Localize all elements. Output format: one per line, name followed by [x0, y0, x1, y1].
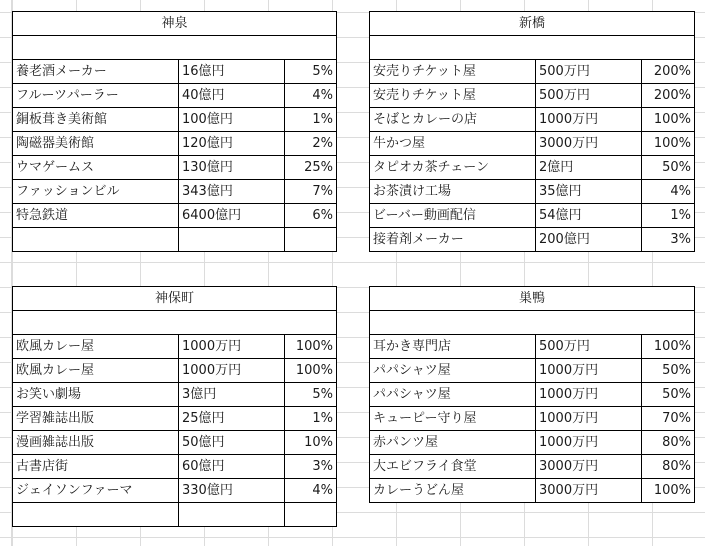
property-table — [12, 286, 337, 527]
property-name-cell[interactable]: 欧風カレー屋 — [13, 335, 179, 359]
property-name-cell[interactable]: そばとカレーの店 — [370, 108, 536, 132]
rate-cell[interactable]: 1% — [642, 204, 695, 228]
table-row — [13, 180, 337, 204]
table-row — [13, 383, 337, 407]
property-block-shinsen — [12, 11, 336, 252]
title-row — [13, 287, 337, 311]
property-name-cell[interactable]: 陶磁器美術館 — [13, 132, 179, 156]
price-cell[interactable]: 130億円 — [179, 156, 285, 180]
table-row — [370, 156, 695, 180]
price-cell[interactable]: 6400億円 — [179, 204, 285, 228]
property-name-cell[interactable]: 赤パンツ屋 — [370, 431, 536, 455]
table-row — [370, 60, 695, 84]
rate-cell[interactable]: 100% — [642, 335, 695, 359]
property-name-cell[interactable]: 耳かき専門店 — [370, 335, 536, 359]
table-row — [370, 359, 695, 383]
block-title-cell[interactable]: 巣鴨 — [370, 287, 695, 311]
price-cell[interactable]: 25億円 — [179, 407, 285, 431]
rate-cell[interactable]: 7% — [285, 180, 337, 204]
rate-cell[interactable] — [285, 228, 337, 252]
title-row — [370, 287, 695, 311]
table-row — [370, 228, 695, 252]
title-row — [13, 12, 337, 36]
blank-cell[interactable] — [370, 311, 695, 335]
property-table — [369, 286, 695, 503]
rate-cell[interactable]: 2% — [285, 132, 337, 156]
property-name-cell[interactable]: キューピー守り屋 — [370, 407, 536, 431]
price-cell[interactable]: 40億円 — [179, 84, 285, 108]
property-name-cell[interactable]: お笑い劇場 — [13, 383, 179, 407]
price-cell[interactable]: 54億円 — [536, 204, 642, 228]
table-row — [370, 335, 695, 359]
table-row — [370, 84, 695, 108]
property-name-cell[interactable]: タピオカ茶チェーン — [370, 156, 536, 180]
table-row — [13, 228, 337, 252]
blank-row — [370, 311, 695, 335]
block-title-cell[interactable]: 神保町 — [13, 287, 337, 311]
price-cell[interactable]: 100億円 — [179, 108, 285, 132]
price-cell[interactable]: 3000万円 — [536, 132, 642, 156]
price-cell[interactable]: 1000万円 — [536, 359, 642, 383]
price-cell[interactable]: 16億円 — [179, 60, 285, 84]
property-name-cell[interactable]: 特急鉄道 — [13, 204, 179, 228]
property-name-cell[interactable]: 欧風カレー屋 — [13, 359, 179, 383]
property-name-cell[interactable]: 安売りチケット屋 — [370, 60, 536, 84]
rate-cell[interactable]: 70% — [642, 407, 695, 431]
property-name-cell[interactable]: ジェイソンファーマ — [13, 479, 179, 503]
table-row — [13, 431, 337, 455]
property-name-cell[interactable]: パパシャツ屋 — [370, 383, 536, 407]
table-row — [13, 407, 337, 431]
table-row — [13, 108, 337, 132]
price-cell[interactable]: 50億円 — [179, 431, 285, 455]
rate-cell[interactable]: 3% — [642, 228, 695, 252]
table-row — [370, 455, 695, 479]
property-name-cell[interactable]: パパシャツ屋 — [370, 359, 536, 383]
price-cell[interactable]: 3億円 — [179, 383, 285, 407]
property-name-cell[interactable]: ウマゲームス — [13, 156, 179, 180]
rate-cell[interactable]: 50% — [642, 156, 695, 180]
property-name-cell[interactable]: ファッションビル — [13, 180, 179, 204]
property-table — [369, 11, 695, 252]
rate-cell[interactable]: 200% — [642, 84, 695, 108]
table-row — [13, 204, 337, 228]
table-row — [370, 479, 695, 503]
property-name-cell[interactable]: 安売りチケット屋 — [370, 84, 536, 108]
rate-cell[interactable] — [285, 503, 337, 527]
table-row — [370, 407, 695, 431]
table-row — [13, 132, 337, 156]
rate-cell[interactable]: 3% — [285, 455, 337, 479]
price-cell[interactable]: 1000万円 — [179, 335, 285, 359]
table-row — [370, 132, 695, 156]
property-block-jimbocho — [12, 286, 336, 527]
rate-cell[interactable]: 1% — [285, 407, 337, 431]
price-cell[interactable]: 330億円 — [179, 479, 285, 503]
rate-cell[interactable]: 100% — [285, 359, 337, 383]
property-name-cell[interactable]: 接着剤メーカー — [370, 228, 536, 252]
table-row — [13, 84, 337, 108]
property-name-cell[interactable]: 養老酒メーカー — [13, 60, 179, 84]
rate-cell[interactable]: 50% — [642, 359, 695, 383]
price-cell[interactable]: 60億円 — [179, 455, 285, 479]
property-name-cell[interactable]: お茶漬け工場 — [370, 180, 536, 204]
property-block-sugamo — [369, 286, 694, 503]
blank-cell[interactable] — [13, 311, 337, 335]
blank-cell[interactable] — [370, 36, 695, 60]
rate-cell[interactable]: 1% — [285, 108, 337, 132]
table-row — [370, 431, 695, 455]
price-cell[interactable]: 200億円 — [536, 228, 642, 252]
table-row — [13, 503, 337, 527]
price-cell[interactable]: 120億円 — [179, 132, 285, 156]
table-row — [13, 60, 337, 84]
property-name-cell[interactable]: フルーツパーラー — [13, 84, 179, 108]
rate-cell[interactable]: 80% — [642, 431, 695, 455]
rate-cell[interactable]: 6% — [285, 204, 337, 228]
price-cell[interactable] — [179, 228, 285, 252]
rate-cell[interactable]: 5% — [285, 60, 337, 84]
rate-cell[interactable]: 100% — [285, 335, 337, 359]
property-name-cell[interactable]: ビーバー動画配信 — [370, 204, 536, 228]
blank-cell[interactable] — [13, 36, 337, 60]
price-cell[interactable]: 3000万円 — [536, 479, 642, 503]
price-cell[interactable]: 2億円 — [536, 156, 642, 180]
table-row — [13, 359, 337, 383]
blank-row — [13, 311, 337, 335]
property-name-cell[interactable] — [13, 503, 179, 527]
table-row — [13, 479, 337, 503]
property-name-cell[interactable]: カレーうどん屋 — [370, 479, 536, 503]
price-cell[interactable]: 500万円 — [536, 335, 642, 359]
property-table — [12, 11, 337, 252]
price-cell[interactable]: 1000万円 — [536, 383, 642, 407]
blank-row — [370, 36, 695, 60]
price-cell[interactable]: 1000万円 — [536, 108, 642, 132]
rate-cell[interactable]: 100% — [642, 132, 695, 156]
price-cell[interactable] — [179, 503, 285, 527]
rate-cell[interactable]: 4% — [642, 180, 695, 204]
price-cell[interactable]: 1000万円 — [179, 359, 285, 383]
rate-cell[interactable]: 10% — [285, 431, 337, 455]
price-cell[interactable]: 35億円 — [536, 180, 642, 204]
rate-cell[interactable]: 80% — [642, 455, 695, 479]
title-row — [370, 12, 695, 36]
rate-cell[interactable]: 100% — [642, 108, 695, 132]
rate-cell[interactable]: 25% — [285, 156, 337, 180]
price-cell[interactable]: 343億円 — [179, 180, 285, 204]
property-name-cell[interactable] — [13, 228, 179, 252]
property-name-cell[interactable]: 漫画雑誌出版 — [13, 431, 179, 455]
property-name-cell[interactable]: 古書店街 — [13, 455, 179, 479]
table-row — [370, 383, 695, 407]
property-block-shinbashi — [369, 11, 694, 252]
table-row — [370, 108, 695, 132]
rate-cell[interactable]: 200% — [642, 60, 695, 84]
rate-cell[interactable]: 4% — [285, 479, 337, 503]
price-cell[interactable]: 500万円 — [536, 60, 642, 84]
table-row — [370, 204, 695, 228]
property-name-cell[interactable]: 大エビフライ食堂 — [370, 455, 536, 479]
rate-cell[interactable]: 100% — [642, 479, 695, 503]
price-cell[interactable]: 500万円 — [536, 84, 642, 108]
property-name-cell[interactable]: 学習雑誌出版 — [13, 407, 179, 431]
table-row — [13, 156, 337, 180]
block-title-cell[interactable]: 神泉 — [13, 12, 337, 36]
price-cell[interactable]: 3000万円 — [536, 455, 642, 479]
property-name-cell[interactable]: 牛かつ屋 — [370, 132, 536, 156]
property-name-cell[interactable]: 銅板葺き美術館 — [13, 108, 179, 132]
rate-cell[interactable]: 4% — [285, 84, 337, 108]
rate-cell[interactable]: 50% — [642, 383, 695, 407]
price-cell[interactable]: 1000万円 — [536, 407, 642, 431]
rate-cell[interactable]: 5% — [285, 383, 337, 407]
table-row — [13, 335, 337, 359]
table-row — [13, 455, 337, 479]
blank-row — [13, 36, 337, 60]
table-row — [370, 180, 695, 204]
price-cell[interactable]: 1000万円 — [536, 431, 642, 455]
block-title-cell[interactable]: 新橋 — [370, 12, 695, 36]
